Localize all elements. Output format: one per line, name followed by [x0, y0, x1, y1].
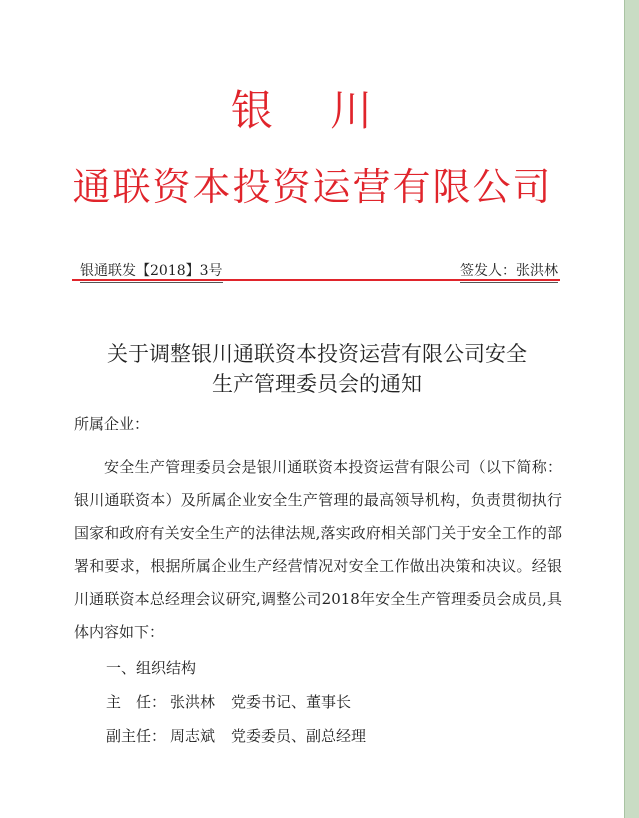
document-number: 银通联发【2018】3号 — [80, 261, 223, 283]
member-name: 张洪林 — [170, 693, 216, 711]
notice-title-line2: 生产管理委员会的通知 — [212, 372, 422, 396]
signer: 签发人：张洪林 — [460, 261, 558, 283]
body-paragraph: 安全生产管理委员会是银川通联资本投资运营有限公司（以下简称：银川通联资本）及所属企业安全生产管理的最高领导机构，负责贯彻执行国家和政府有关安全生产的法律法规,落实政府相关部门关于安全工作的部署和要求，根据所属企业生产经营情况对安全工作做出决策和决议。经银川通联资本总经理会议研究,调整公司2018年安全生产管理委员会成员,具体内容如下： — [74, 458, 562, 641]
member-row — [106, 725, 366, 747]
notice-title — [72, 339, 562, 399]
notice-title-line1: 关于调整银川通联资本投资运营有限公司安全 — [107, 342, 527, 366]
section-heading: 一、组织结构 — [106, 659, 197, 677]
window-edge — [624, 0, 639, 818]
member-role: 副主任： — [106, 727, 167, 745]
letterhead-city: 银 川 — [230, 86, 395, 135]
letterhead-company: 通联资本投资运营有限公司 — [72, 165, 553, 209]
member-role: 主 任： — [106, 693, 167, 711]
member-name: 周志斌 — [170, 727, 216, 745]
red-divider — [72, 279, 560, 281]
member-position: 党委委员、副总经理 — [231, 727, 367, 745]
member-position: 党委书记、董事长 — [231, 693, 352, 711]
salutation: 所属企业： — [74, 415, 150, 433]
member-row — [106, 691, 351, 713]
